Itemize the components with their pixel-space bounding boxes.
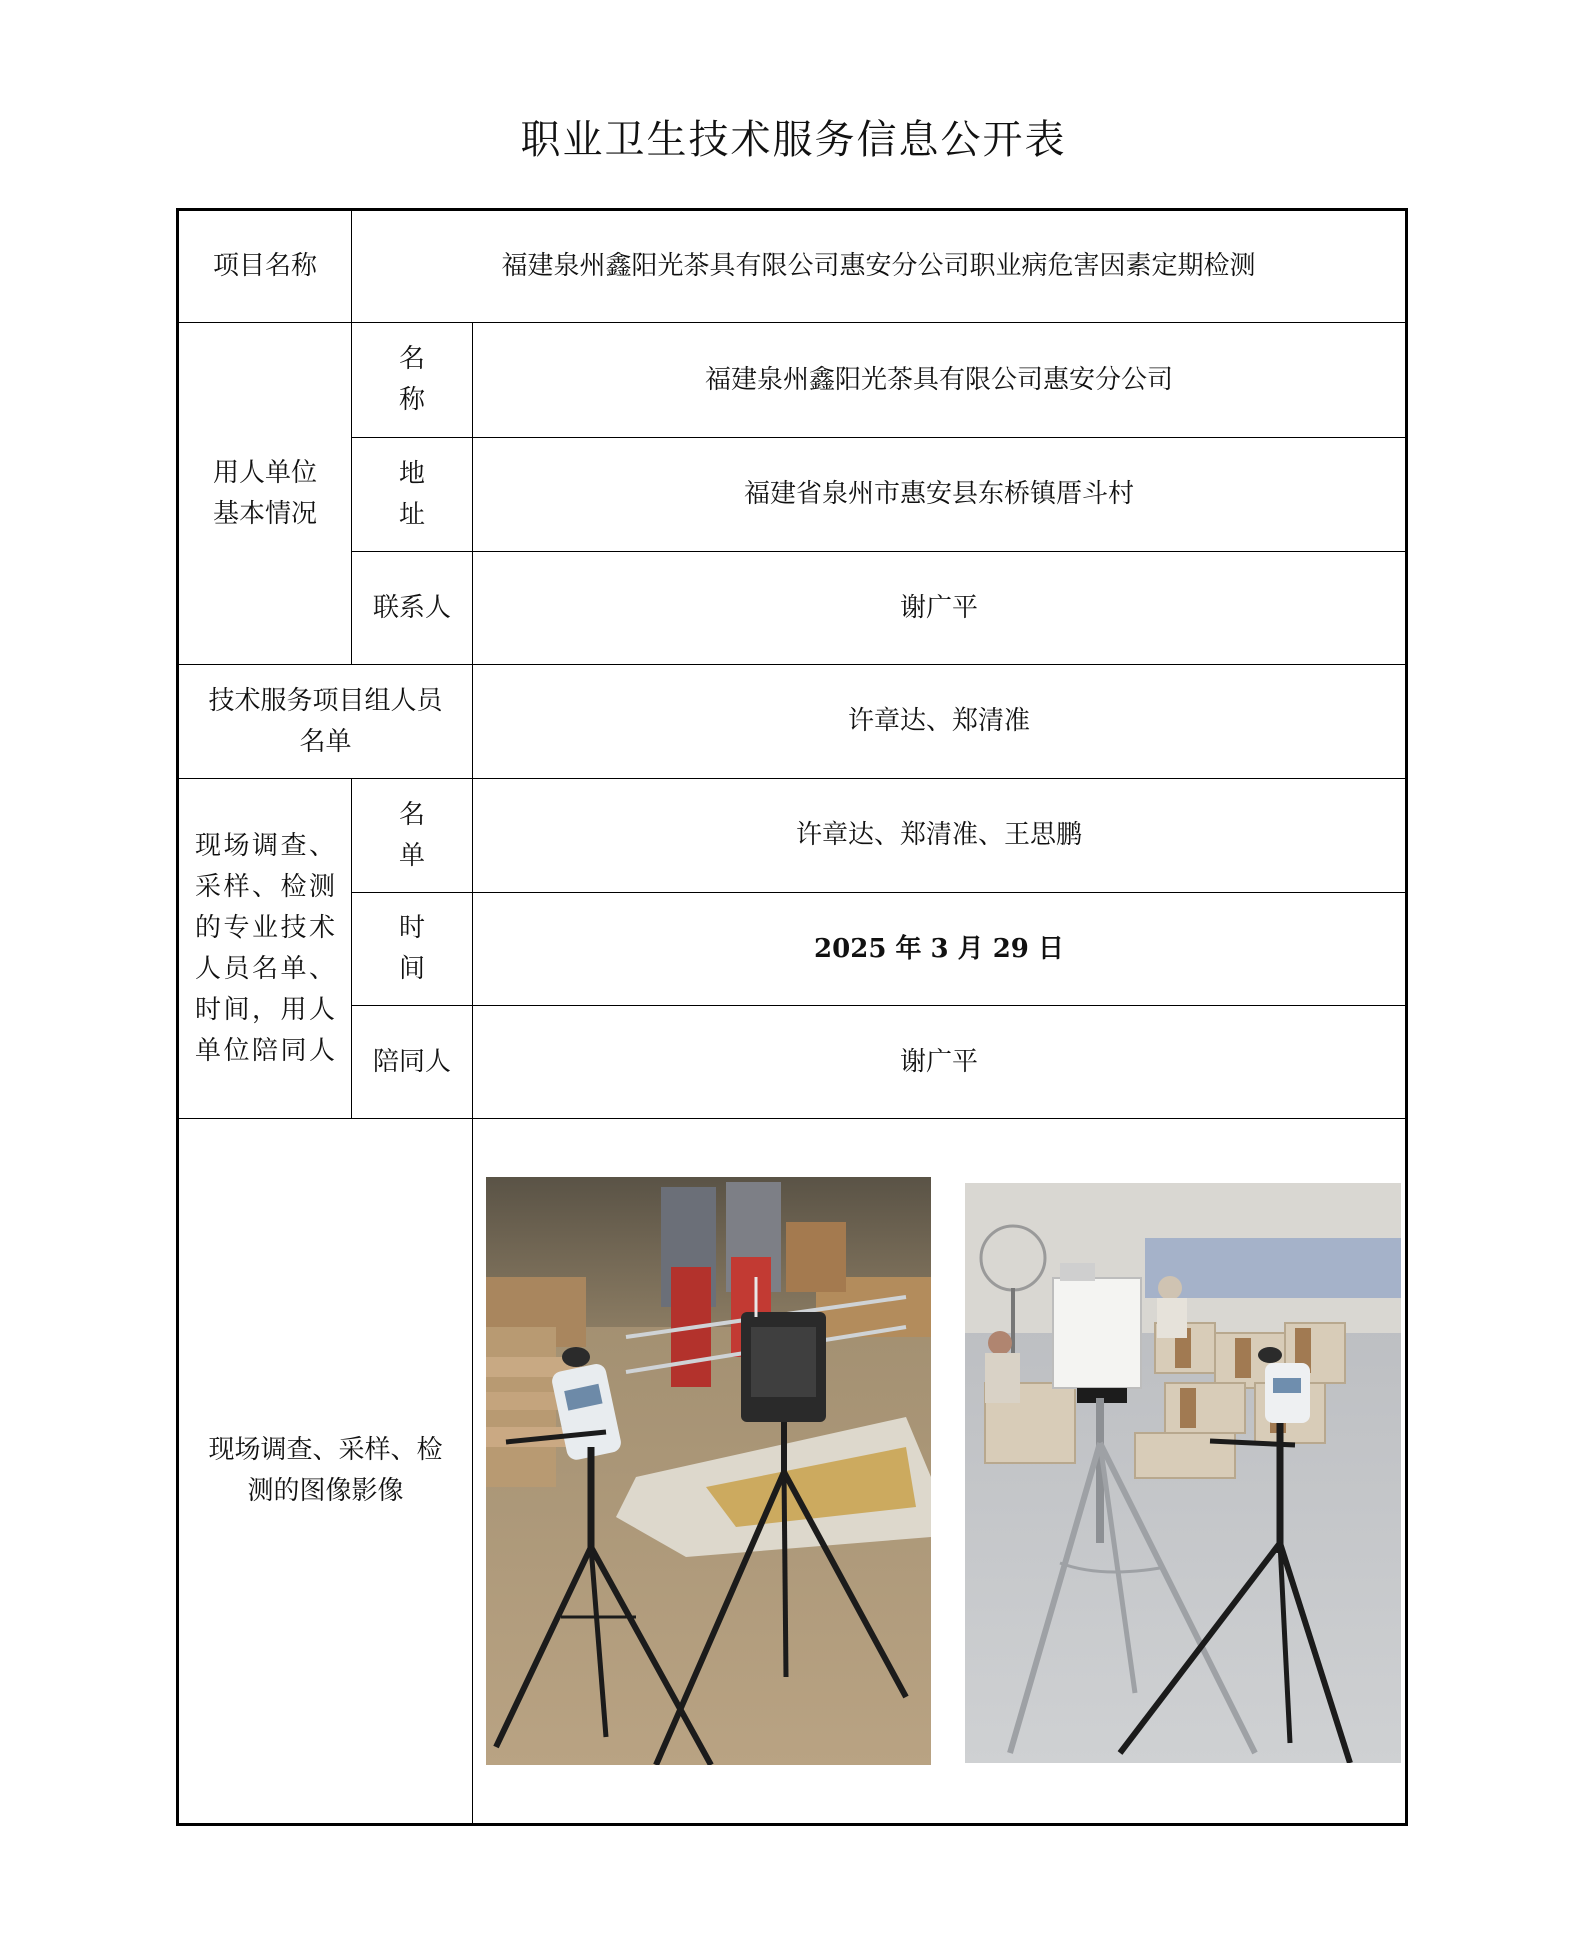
- survey-escort-value: 谢广平: [899, 1046, 978, 1077]
- employer-label-line: 用人单位: [212, 457, 317, 488]
- col-divider: [472, 1118, 473, 1823]
- employer-address-value: 福建省泉州市惠安县东桥镇厝斗村: [743, 479, 1134, 509]
- site-photo-2: [965, 1183, 1401, 1763]
- survey-label-line: 采样、检测: [195, 871, 335, 902]
- employer-label: [179, 323, 351, 664]
- employer-name-value: 福建泉州鑫阳光茶具有限公司惠安分公司: [704, 364, 1173, 395]
- team-value: 许章达、郑清准: [847, 706, 1030, 736]
- page-title: 职业卫生技术服务信息公开表: [520, 117, 1067, 163]
- site-photo-2-image: [965, 1183, 1401, 1763]
- employer-label-line: 基本情况: [212, 498, 317, 529]
- employer-address-label: 地 址: [398, 458, 447, 530]
- info-table: [176, 208, 1408, 1826]
- survey-label-line: 单位陪同人: [195, 1035, 335, 1066]
- survey-label: [179, 779, 351, 1118]
- survey-list-value: 许章达、郑清准、王思鹏: [795, 820, 1082, 850]
- images-label-line: 测的图像影像: [247, 1476, 404, 1506]
- survey-label-line: 现场调查、: [195, 830, 335, 861]
- survey-time-value: 2025 年 3 月 29 日: [814, 933, 1064, 964]
- images-label: [179, 1119, 472, 1823]
- employer-contact-value: 谢广平: [899, 592, 978, 623]
- survey-escort-label: 陪同人: [372, 1046, 451, 1077]
- survey-list-label: 名 单: [398, 799, 447, 871]
- project-label: 项目名称: [212, 251, 317, 281]
- survey-label-line: 人员名单、: [195, 953, 335, 984]
- images-label-line: 现场调查、采样、检: [208, 1435, 443, 1465]
- team-label: [179, 665, 472, 778]
- site-photo-1-image: [486, 1177, 931, 1765]
- project-value: 福建泉州鑫阳光茶具有限公司惠安分公司职业病危害因素定期检测: [501, 251, 1256, 281]
- survey-label-line: 时间，用人: [195, 994, 335, 1025]
- employer-name-label: 名 称: [398, 344, 447, 415]
- survey-label-line: 的专业技术: [195, 912, 335, 943]
- site-photo-1: [486, 1177, 931, 1765]
- survey-time-label: 时 间: [398, 913, 447, 984]
- team-label-line: 名单: [299, 726, 352, 757]
- employer-contact-label: 联系人: [372, 592, 451, 623]
- team-label-line: 技术服务项目组人员: [208, 685, 443, 716]
